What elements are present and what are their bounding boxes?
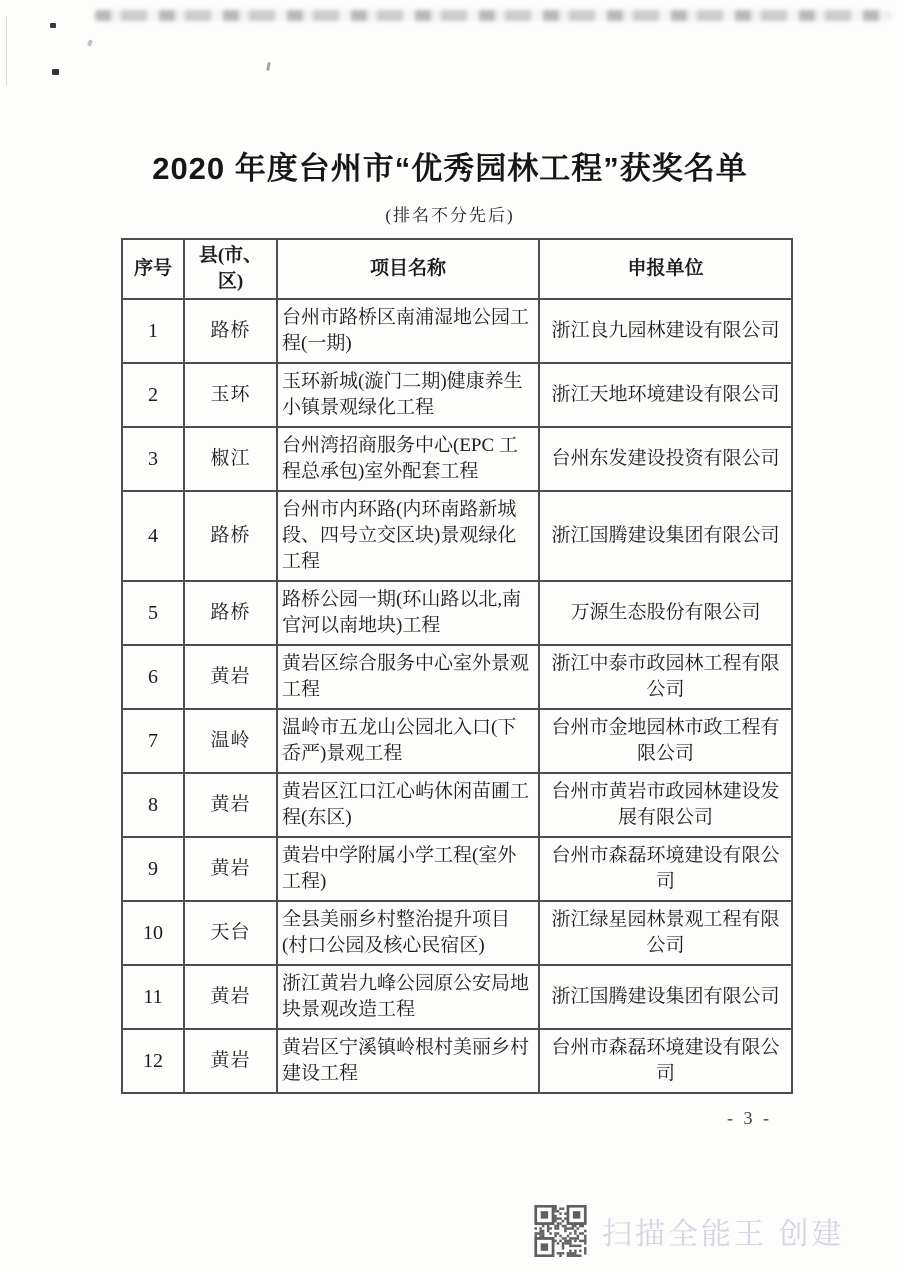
- row-number: 2: [122, 363, 184, 427]
- project-name-cell: 黄岩区综合服务中心室外景观工程: [277, 645, 539, 709]
- district-cell: 黄岩: [184, 645, 277, 709]
- project-name-cell: 台州市内环路(内环南路新城段、四号立交区块)景观绿化工程: [277, 491, 539, 581]
- row-number: 4: [122, 491, 184, 581]
- document-subtitle: (排名不分先后): [385, 206, 515, 225]
- watermark-text: 扫描全能王 创建: [602, 1218, 845, 1251]
- district-cell: 温岭: [184, 709, 277, 773]
- applicant-unit-cell: 台州市黄岩市政园林建设发展有限公司: [539, 773, 792, 837]
- column-header: 申报单位: [539, 239, 792, 299]
- award-table: [121, 238, 793, 1094]
- row-number: 1: [122, 299, 184, 363]
- applicant-unit-cell: 浙江国腾建设集团有限公司: [539, 491, 792, 581]
- applicant-unit-cell: 浙江国腾建设集团有限公司: [539, 965, 792, 1029]
- scan-artifact-mark: [87, 39, 93, 46]
- table-row: [122, 965, 792, 1029]
- district-cell: 黄岩: [184, 837, 277, 901]
- project-name-cell: 黄岩区江口江心屿休闲苗圃工程(东区): [277, 773, 539, 837]
- row-number: 11: [122, 965, 184, 1029]
- document-title: 2020 年度台州市“优秀园林工程”获奖名单: [152, 151, 748, 186]
- table-row: [122, 901, 792, 965]
- row-number: 5: [122, 581, 184, 645]
- applicant-unit-cell: 浙江绿星园林景观工程有限公司: [539, 901, 792, 965]
- scan-artifact-dot: [52, 69, 59, 75]
- district-cell: 路桥: [184, 299, 277, 363]
- table-row: [122, 491, 792, 581]
- applicant-unit-cell: 浙江中泰市政园林工程有限公司: [539, 645, 792, 709]
- district-cell: 黄岩: [184, 1029, 277, 1093]
- table-row: [122, 363, 792, 427]
- project-name-cell: 玉环新城(漩门二期)健康养生小镇景观绿化工程: [277, 363, 539, 427]
- project-name-cell: 黄岩区宁溪镇岭根村美丽乡村建设工程: [277, 1029, 539, 1093]
- row-number: 3: [122, 427, 184, 491]
- table-row: [122, 299, 792, 363]
- district-cell: 天台: [184, 901, 277, 965]
- table-row: [122, 709, 792, 773]
- scanner-noise-band: [95, 10, 890, 21]
- scan-artifact-mark: [266, 62, 271, 71]
- column-header: 序号: [122, 239, 184, 299]
- project-name-cell: 台州湾招商服务中心(EPC 工程总承包)室外配套工程: [277, 427, 539, 491]
- applicant-unit-cell: 台州市森磊环境建设有限公司: [539, 1029, 792, 1093]
- table-row: [122, 1029, 792, 1093]
- table-row: [122, 427, 792, 491]
- row-number: 6: [122, 645, 184, 709]
- applicant-unit-cell: 浙江良九园林建设有限公司: [539, 299, 792, 363]
- district-cell: 玉环: [184, 363, 277, 427]
- district-cell: 黄岩: [184, 965, 277, 1029]
- column-header: 县(市、区): [184, 239, 277, 299]
- camscanner-watermark: [533, 1205, 844, 1257]
- row-number: 9: [122, 837, 184, 901]
- district-cell: 路桥: [184, 581, 277, 645]
- row-number: 12: [122, 1029, 184, 1093]
- table-row: [122, 645, 792, 709]
- table-row: [122, 837, 792, 901]
- applicant-unit-cell: 万源生态股份有限公司: [539, 581, 792, 645]
- row-number: 10: [122, 901, 184, 965]
- page-number: - 3 -: [727, 1108, 772, 1128]
- district-cell: 路桥: [184, 491, 277, 581]
- project-name-cell: 台州市路桥区南浦湿地公园工程(一期): [277, 299, 539, 363]
- table-row: [122, 581, 792, 645]
- district-cell: 黄岩: [184, 773, 277, 837]
- project-name-cell: 路桥公园一期(环山路以北,南官河以南地块)工程: [277, 581, 539, 645]
- row-number: 8: [122, 773, 184, 837]
- applicant-unit-cell: 台州市金地园林市政工程有限公司: [539, 709, 792, 773]
- table-row: [122, 773, 792, 837]
- project-name-cell: 全县美丽乡村整治提升项目(村口公园及核心民宿区): [277, 901, 539, 965]
- project-name-cell: 温岭市五龙山公园北入口(下岙严)景观工程: [277, 709, 539, 773]
- qr-code-icon: [533, 1205, 588, 1257]
- project-name-cell: 浙江黄岩九峰公园原公安局地块景观改造工程: [277, 965, 539, 1029]
- table-header-row: [122, 239, 792, 299]
- column-header: 项目名称: [277, 239, 539, 299]
- row-number: 7: [122, 709, 184, 773]
- project-name-cell: 黄岩中学附属小学工程(室外工程): [277, 837, 539, 901]
- district-cell: 椒江: [184, 427, 277, 491]
- scan-artifact-dot: [50, 23, 56, 28]
- applicant-unit-cell: 台州东发建设投资有限公司: [539, 427, 792, 491]
- applicant-unit-cell: 台州市森磊环境建设有限公司: [539, 837, 792, 901]
- applicant-unit-cell: 浙江天地环境建设有限公司: [539, 363, 792, 427]
- scan-edge-line: [6, 16, 7, 86]
